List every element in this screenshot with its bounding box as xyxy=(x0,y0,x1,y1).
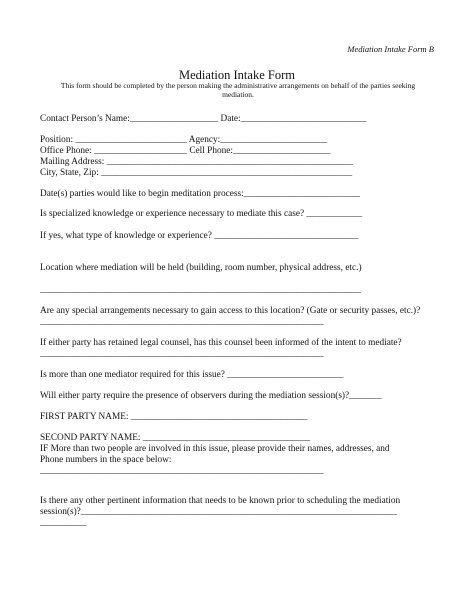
first-party-field[interactable]: FIRST PARTY NAME: ______________________________________ xyxy=(40,412,308,422)
form-intro: This form should be completed by the person making the administrative arrangements on behalf of the parties seeking mediation. xyxy=(60,81,416,99)
city-state-zip-field[interactable]: City, State, Zip: ______________________________________________________ xyxy=(40,168,353,178)
mailing-address-field[interactable]: Mailing Address: _____________________________________________________ xyxy=(40,157,353,167)
phone-field[interactable]: Office Phone: ____________________ Cell Phone:_____________________ xyxy=(40,146,331,156)
mediator-count-field[interactable]: Is more than one mediator required for this issue? _________________________ xyxy=(40,370,344,380)
observers-field[interactable]: Will either party require the presence of observers during the mediation session(s)?_______ xyxy=(40,391,382,401)
pertinent-info-field[interactable]: session(s)?____________________________________________________________________ xyxy=(40,507,397,517)
location-question: Location where mediation will be held (building, room number, physical address, etc.) xyxy=(40,263,362,273)
knowledge-type-field[interactable]: If yes, what type of knowledge or experience? _______________________________ xyxy=(40,231,359,241)
second-party-field[interactable]: SECOND PARTY NAME: ____________________________________ xyxy=(40,433,311,443)
counsel-field[interactable]: _____________________________________________________________ xyxy=(40,349,324,359)
additional-parties-question-cont: Phone numbers in the space below: xyxy=(40,455,172,465)
specialized-knowledge-field[interactable]: Is specialized knowledge or experience necessary to mediate this case? ____________ xyxy=(40,209,363,219)
contact-name-field[interactable]: Contact Person’s Name:___________________ Date:___________________________ xyxy=(40,114,367,124)
position-agency-field[interactable]: Position: ________________________ Agency:_______________________ xyxy=(40,135,328,145)
additional-parties-field[interactable]: _____________________________________________________________ xyxy=(40,466,324,476)
additional-parties-question: IF More than two people are involved in this issue, please provide their names, addresses, and xyxy=(40,444,390,454)
counsel-question: If either party has retained legal counsel, has this counsel been informed of the intent to mediate? xyxy=(40,338,402,348)
pertinent-info-field-cont[interactable]: __________ xyxy=(40,518,87,528)
form-id-label: Mediation Intake Form B xyxy=(347,44,434,54)
form-title: Mediation Intake Form xyxy=(179,68,295,82)
special-arrangements-field[interactable]: _____________________________________________________________ xyxy=(40,317,324,327)
location-field[interactable]: _____________________________________________________________________ xyxy=(40,285,361,295)
start-date-field[interactable]: Date(s) parties would like to begin meditation process:_________________________ xyxy=(40,189,360,199)
special-arrangements-question: Are any special arrangements necessary to gain access to this location? (Gate or security passes, etc.)? xyxy=(40,306,421,316)
pertinent-info-question: Is there any other pertinent information that needs to be known prior to scheduling the mediation xyxy=(40,496,401,506)
